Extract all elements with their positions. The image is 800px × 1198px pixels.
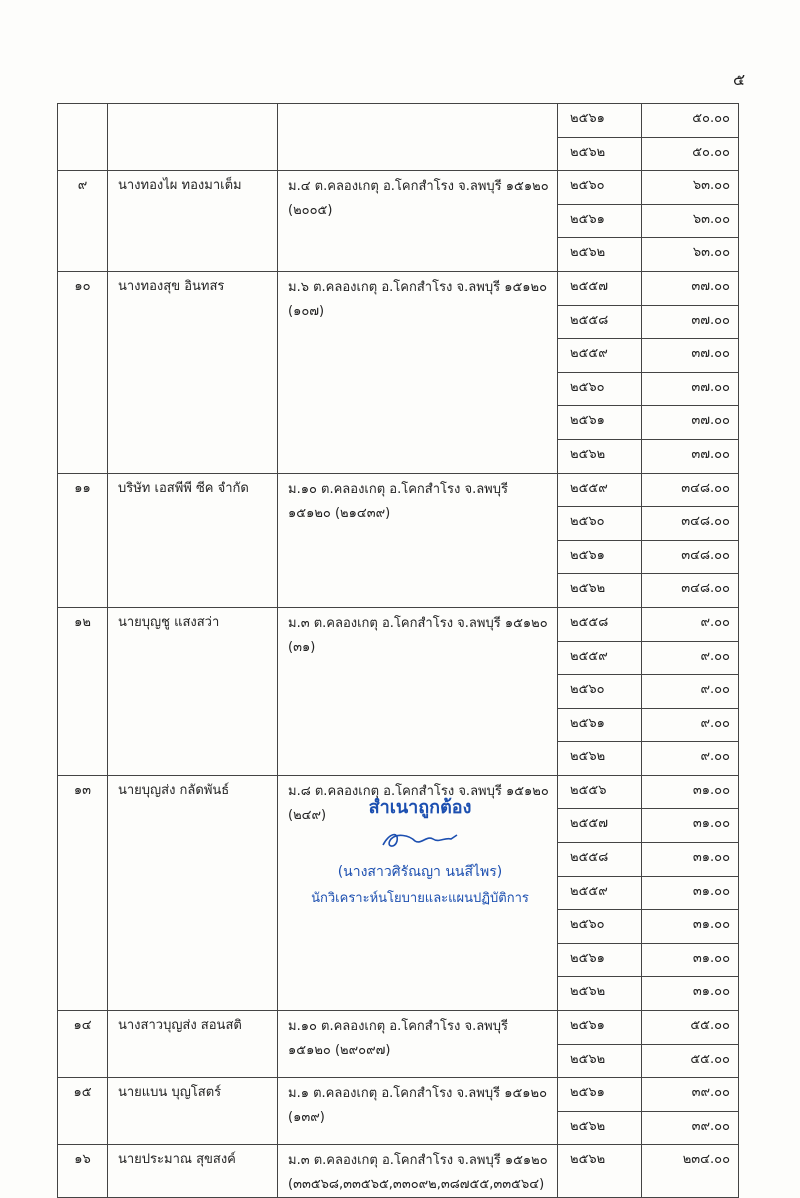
tax-amount: ๙.๐๐ [642, 641, 739, 675]
tax-year: ๒๕๕๙ [558, 876, 642, 910]
tax-amount: ๓๑.๐๐ [642, 775, 739, 809]
owner-address [278, 1145, 558, 1198]
address-line: (๓๓๕๖๘,๓๓๕๖๕,๓๓๐๙๒,๓๘๗๕๕,๓๓๕๖๔) [288, 1177, 545, 1193]
address-line: ๑๕๑๒๐ (๒๙๐๙๗) [288, 1043, 391, 1059]
tax-year: ๒๕๕๗ [558, 271, 642, 305]
tax-amount: ๓๔๘.๐๐ [642, 473, 739, 507]
tax-amount: ๓๙.๐๐ [642, 1078, 739, 1112]
tax-amount: ๓๑.๐๐ [642, 876, 739, 910]
tax-amount: ๙.๐๐ [642, 742, 739, 776]
tax-amount: ๓๙.๐๐ [642, 1111, 739, 1145]
owner-address [278, 1011, 558, 1078]
owner-name: นางสาวบุญส่ง สอนสติ [108, 1011, 278, 1078]
tax-year: ๒๕๖๐ [558, 507, 642, 541]
owner-address [278, 473, 558, 607]
tax-year: ๒๕๕๙ [558, 473, 642, 507]
tax-year: ๒๕๖๒ [558, 574, 642, 608]
tax-year: ๒๕๖๐ [558, 171, 642, 205]
tax-amount: ๓๑.๐๐ [642, 977, 739, 1011]
tax-amount: ๖๓.๐๐ [642, 171, 739, 205]
row-number: ๑๓ [58, 775, 108, 1010]
tax-year: ๒๕๖๐ [558, 910, 642, 944]
stamp-name: (นางสาวศิรัณญา นนสีไพร) [337, 864, 503, 880]
signature [375, 827, 465, 853]
tax-year: ๒๕๕๘ [558, 607, 642, 641]
row-number [58, 104, 108, 171]
tax-year: ๒๕๖๒ [558, 439, 642, 473]
address-line: ม.๓ ต.คลองเกตุ อ.โคกสำโรง จ.ลพบุรี ๑๕๑๒๐ [288, 615, 548, 631]
address-line: ม.๔ ต.คลองเกตุ อ.โคกสำโรง จ.ลพบุรี ๑๕๑๒๐ [288, 179, 549, 195]
tax-amount: ๓๔๘.๐๐ [642, 574, 739, 608]
tax-amount: ๓๑.๐๐ [642, 809, 739, 843]
address-line: (๒๔๙) [288, 807, 327, 823]
table-row [58, 1011, 739, 1045]
tax-year: ๒๕๖๑ [558, 1078, 642, 1112]
address-line: ม.๖ ต.คลองเกตุ อ.โคกสำโรง จ.ลพบุรี ๑๕๑๒๐ [288, 279, 548, 295]
tax-amount: ๕๐.๐๐ [642, 104, 739, 138]
address-line: (๑๐๗) [288, 303, 325, 319]
tax-year: ๒๕๖๒ [558, 137, 642, 171]
owner-address [278, 1078, 558, 1145]
tax-year: ๒๕๕๙ [558, 641, 642, 675]
owner-name: นางทองสุข อินทสร [108, 271, 278, 473]
tax-year: ๒๕๕๗ [558, 809, 642, 843]
tax-year: ๒๕๖๒ [558, 238, 642, 272]
table-row [58, 473, 739, 507]
owner-address [278, 171, 558, 272]
table-row [58, 271, 739, 305]
tax-year: ๒๕๖๒ [558, 1111, 642, 1145]
owner-name: บริษัท เอสพีพี ซีค จำกัด [108, 473, 278, 607]
table-row [58, 171, 739, 205]
tax-year: ๒๕๖๑ [558, 204, 642, 238]
tax-year: ๒๕๖๒ [558, 1145, 642, 1198]
tax-amount: ๓๔๘.๐๐ [642, 507, 739, 541]
table-row [58, 104, 739, 138]
row-number: ๑๐ [58, 271, 108, 473]
tax-amount: ๖๓.๐๐ [642, 204, 739, 238]
tax-year: ๒๕๖๒ [558, 977, 642, 1011]
tax-year: ๒๕๖๒ [558, 742, 642, 776]
address-line: ม.๓ ต.คลองเกตุ อ.โคกสำโรง จ.ลพบุรี ๑๕๑๒๐ [288, 1153, 548, 1169]
tax-amount: ๕๐.๐๐ [642, 137, 739, 171]
tax-year: ๒๕๕๖ [558, 775, 642, 809]
address-line: (๓๑) [288, 639, 316, 655]
owner-name [108, 104, 278, 171]
tax-amount: ๙.๐๐ [642, 607, 739, 641]
tax-year: ๒๕๖๐ [558, 675, 642, 709]
tax-year: ๒๕๖๑ [558, 708, 642, 742]
address-line: (๑๓๙) [288, 1110, 325, 1126]
tax-year: ๒๕๖๑ [558, 1011, 642, 1045]
address-line: ม.๑ ต.คลองเกตุ อ.โคกสำโรง จ.ลพบุรี ๑๕๑๒๐ [288, 1086, 548, 1102]
page-number: ๕ [733, 70, 746, 89]
owner-name: นายแบน บุญโสตร์ [108, 1078, 278, 1145]
owner-address [278, 607, 558, 775]
owner-address [278, 271, 558, 473]
tax-amount: ๓๑.๐๐ [642, 843, 739, 877]
tax-amount: ๕๕.๐๐ [642, 1011, 739, 1045]
tax-amount: ๓๑.๐๐ [642, 910, 739, 944]
tax-amount: ๕๕.๐๐ [642, 1044, 739, 1078]
address-line: ม.๑๐ ต.คลองเกตุ อ.โคกสำโรง จ.ลพบุรี [288, 481, 508, 497]
tax-amount: ๙.๐๐ [642, 708, 739, 742]
tax-amount: ๒๓๔.๐๐ [642, 1145, 739, 1198]
tax-amount: ๓๔๘.๐๐ [642, 540, 739, 574]
tax-year: ๒๕๖๒ [558, 1044, 642, 1078]
tax-year: ๒๕๖๐ [558, 372, 642, 406]
tax-amount: ๓๗.๐๐ [642, 406, 739, 440]
tax-amount: ๓๗.๐๐ [642, 305, 739, 339]
row-number: ๑๕ [58, 1078, 108, 1145]
address-line: ม.๑๐ ต.คลองเกตุ อ.โคกสำโรง จ.ลพบุรี [288, 1019, 508, 1035]
owner-address [278, 104, 558, 171]
owner-name: นายประมาณ สุขสงค์ [108, 1145, 278, 1198]
row-number: ๑๖ [58, 1145, 108, 1198]
tax-year: ๒๕๕๘ [558, 843, 642, 877]
row-number: ๑๒ [58, 607, 108, 775]
owner-name: นายบุญส่ง กลัดพันธ์ [108, 775, 278, 1010]
table-row [58, 1078, 739, 1112]
tax-amount: ๙.๐๐ [642, 675, 739, 709]
tax-year: ๒๕๖๑ [558, 406, 642, 440]
owner-name: นางทองไผ ทองมาเต็ม [108, 171, 278, 272]
address-line: ๑๕๑๒๐ (๒๑๔๓๙) [288, 505, 391, 521]
tax-amount: ๓๗.๐๐ [642, 271, 739, 305]
tax-year: ๒๕๕๘ [558, 305, 642, 339]
tax-amount: ๖๓.๐๐ [642, 238, 739, 272]
row-number: ๑๔ [58, 1011, 108, 1078]
stamp-title: สำเนาถูกต้อง [368, 797, 472, 818]
tax-year: ๒๕๖๑ [558, 540, 642, 574]
stamp-position: นักวิเคราะห์นโยบายและแผนปฏิบัติการ [311, 891, 529, 906]
tax-amount: ๓๗.๐๐ [642, 339, 739, 373]
address-line: ม.๘ ต.คลองเกตุ อ.โคกสำโรง จ.ลพบุรี ๑๕๑๒๐ [288, 783, 549, 799]
tax-amount: ๓๗.๐๐ [642, 372, 739, 406]
tax-amount: ๓๑.๐๐ [642, 943, 739, 977]
tax-year: ๒๕๕๙ [558, 339, 642, 373]
tax-year: ๒๕๖๑ [558, 104, 642, 138]
tax-amount: ๓๗.๐๐ [642, 439, 739, 473]
row-number: ๙ [58, 171, 108, 272]
tax-table [57, 103, 739, 1198]
certified-copy-stamp [300, 792, 540, 908]
table-row [58, 1145, 739, 1198]
tax-year: ๒๕๖๑ [558, 943, 642, 977]
address-line: (๒๐๐๕) [288, 203, 333, 219]
owner-name: นายบุญชู แสงสว่า [108, 607, 278, 775]
row-number: ๑๑ [58, 473, 108, 607]
table-row [58, 607, 739, 641]
